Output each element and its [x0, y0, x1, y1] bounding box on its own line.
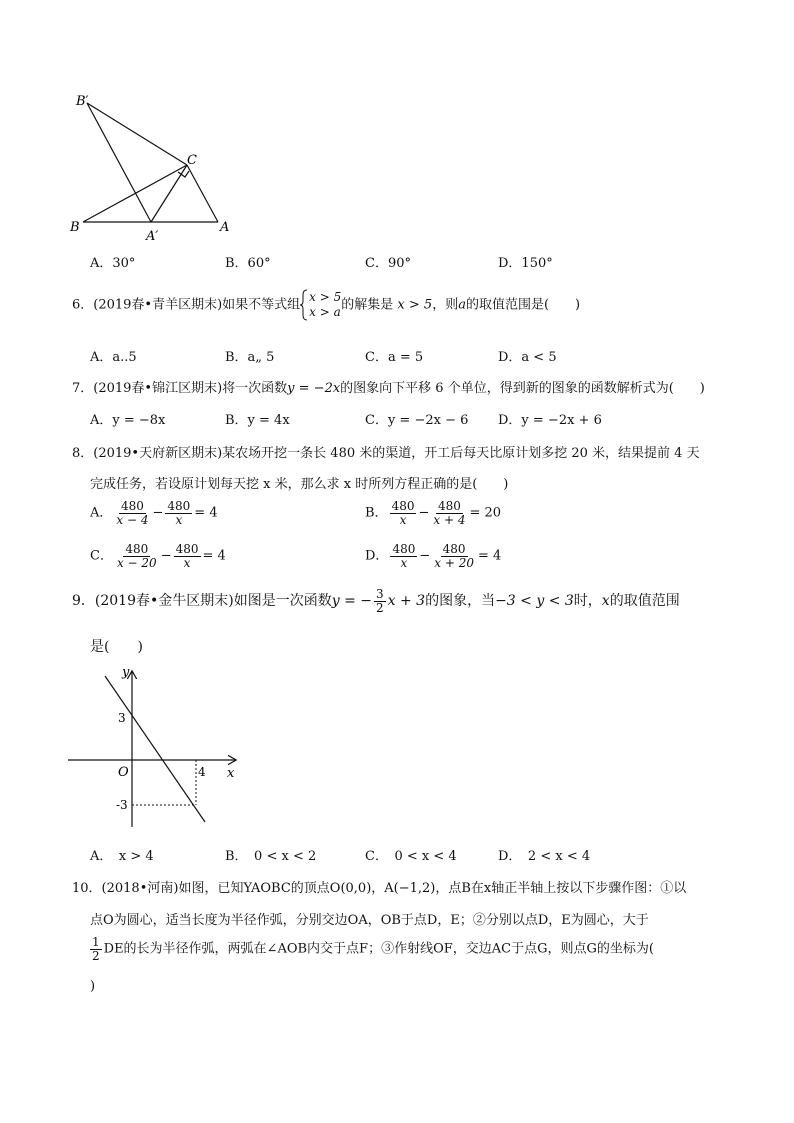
- q9-condition: −3 < y < 3: [495, 593, 574, 610]
- q5-option-c[interactable]: C．90°: [365, 256, 411, 271]
- inequality-system: [300, 289, 341, 321]
- denominator: 2: [92, 948, 100, 963]
- q7-option-d[interactable]: D．y = −2x + 6: [498, 413, 602, 428]
- q5-triangle-figure: [60, 90, 240, 245]
- rhs: = 20: [469, 505, 502, 521]
- q9-text-a: 9．(2019春•金牛区期末)如图是一次函数: [72, 593, 332, 610]
- segment-c-aprime: [151, 165, 187, 222]
- system-line-1: x > 5: [309, 290, 342, 304]
- numerator: 480: [120, 499, 144, 513]
- q6-option-a[interactable]: A．a..5: [90, 350, 137, 365]
- q9-option-c[interactable]: C． 0 < x < 4: [365, 849, 457, 864]
- q8-option-d[interactable]: D． $\frac{480}{x}$ − $\frac{480}{x + 20}$ = 4: [365, 542, 502, 570]
- system-line-2: x > a: [309, 305, 341, 319]
- q6-comma: ，则: [432, 297, 459, 313]
- q8-option-c[interactable]: C． $\frac{480}{x - 20}$ − $\frac{480}{x}$ = 4: [90, 542, 226, 570]
- denominator: x − 20: [116, 555, 157, 570]
- q10-line-3: [88, 936, 654, 962]
- q6-suffix: 的取值范围是( ): [465, 297, 581, 313]
- segment-c-a: [187, 165, 218, 222]
- denominator: x: [175, 512, 183, 527]
- q8-line-2: 完成任务，若设原计划每天挖 x 米，那么求 x 时所列方程正确的是( ): [90, 477, 509, 492]
- segment-bprime-aprime: [87, 103, 151, 222]
- q9-graph: [65, 660, 245, 830]
- q9-func-pre: y = −: [331, 593, 372, 610]
- q9-text-b: 的图象，当: [425, 593, 496, 610]
- denominator: 2: [376, 600, 384, 615]
- numerator: 480: [437, 499, 461, 513]
- q8-option-a[interactable]: A． $\frac{480}{x - 4}$ − $\frac{480}{x}$ = 4: [90, 499, 218, 527]
- q7-text-b: 的图象向下平移 6 个单位，得到新的图象的函数解析式为( ): [340, 381, 705, 396]
- numerator: 3: [376, 587, 384, 601]
- brace-icon: [300, 289, 308, 321]
- q5-option-b[interactable]: B．60°: [225, 256, 271, 271]
- q5-option-a[interactable]: A．30°: [90, 256, 136, 271]
- rhs: = 4: [202, 548, 226, 564]
- option-label: A．: [90, 505, 113, 521]
- q6-var: a: [458, 297, 466, 313]
- rhs: = 4: [194, 505, 218, 521]
- option-label: D．: [365, 548, 389, 564]
- q9-text-d: 的取值范围: [609, 593, 680, 610]
- q7-stem: [72, 377, 705, 396]
- option-label: B．: [365, 505, 388, 521]
- q6-option-c[interactable]: C．a = 5: [365, 350, 424, 365]
- numerator: 480: [125, 542, 149, 556]
- denominator: x: [399, 512, 407, 527]
- label-bprime: B′: [76, 94, 89, 109]
- q6-option-d[interactable]: D．a < 5: [498, 350, 557, 365]
- numerator: 480: [175, 542, 199, 556]
- q6-mid: 的解集是: [341, 297, 394, 313]
- origin-label: O: [118, 765, 129, 780]
- denominator: x + 20: [434, 555, 474, 570]
- option-label: C．: [90, 548, 113, 564]
- y-axis-label: y: [122, 665, 130, 680]
- q7-function: y = −2x: [287, 381, 341, 396]
- q9-text-c: 时，: [573, 593, 602, 610]
- rhs: = 4: [477, 548, 502, 564]
- y-tick-3: 3: [118, 711, 126, 725]
- q9-option-b[interactable]: B． 0 < x < 2: [225, 849, 317, 864]
- q9-option-d[interactable]: D． 2 < x < 4: [498, 849, 591, 864]
- q9-stem: [72, 588, 680, 614]
- q6-solution: x > 5: [397, 297, 433, 313]
- q10-line-4: ): [90, 979, 96, 994]
- q10-line-2: 点O为圆心，适当长度为半径作弧，分别交边OA，OB于点D，E；②分别以点D，E为圆心，大于: [90, 913, 649, 928]
- segment-b-c: [83, 165, 187, 222]
- denominator: x: [183, 555, 191, 570]
- q10-line-3-text: DE的长为半径作弧，两弧在∠AOB内交于点F；③作射线OF，交边AC于点G，则点G的坐标为(: [103, 941, 654, 957]
- label-a: A: [220, 220, 230, 235]
- q7-option-b[interactable]: B．y = 4x: [225, 413, 290, 428]
- q6-prefix: 6．(2019春•青羊区期末)如果不等式组: [72, 297, 301, 313]
- x-axis-label: x: [227, 766, 235, 781]
- q9-func-post: x + 3: [387, 593, 426, 610]
- label-b: B: [70, 220, 80, 235]
- q7-option-c[interactable]: C．y = −2x − 6: [365, 413, 469, 428]
- label-c: C: [187, 153, 197, 168]
- denominator: x: [400, 555, 408, 570]
- denominator: x + 4: [433, 512, 466, 527]
- numerator: 480: [391, 499, 415, 513]
- q7-text-a: 7．(2019春•锦江区期末)将一次函数: [72, 381, 288, 396]
- q9-line-2: 是( ): [90, 639, 143, 655]
- numerator: 480: [167, 499, 191, 513]
- q6-stem: [72, 289, 580, 321]
- numerator: 480: [442, 542, 466, 556]
- q6-option-b[interactable]: B．a„ 5: [225, 350, 275, 365]
- q8-line-1: 8．(2019•天府新区期末)某农场开挖一条长 480 米的渠道，开工后每天比原计划多挖 20 米，结果提前 4 天: [72, 446, 700, 461]
- segment-bprime-c: [87, 103, 187, 165]
- q10-line-1: 10．(2018•河南)如图，已知YAOBC的顶点O(0,0)，A(−1,2)，点B在x轴正半轴上按以下步骤作图：①以: [72, 881, 687, 896]
- q5-option-d[interactable]: D．150°: [498, 256, 553, 271]
- q9-var: x: [601, 593, 610, 610]
- denominator: x − 4: [116, 512, 149, 527]
- q8-option-b[interactable]: B． $\frac{480}{x}$ − $\frac{480}{x + 4}$ = 20: [365, 499, 502, 527]
- label-aprime: A′: [146, 229, 159, 244]
- x-tick-4: 4: [198, 765, 206, 779]
- q7-option-a[interactable]: A．y = −8x: [90, 413, 166, 428]
- numerator: 1: [92, 935, 100, 949]
- numerator: 480: [392, 542, 416, 556]
- q9-option-a[interactable]: A． x > 4: [90, 849, 154, 864]
- y-tick-neg3: -3: [116, 798, 128, 812]
